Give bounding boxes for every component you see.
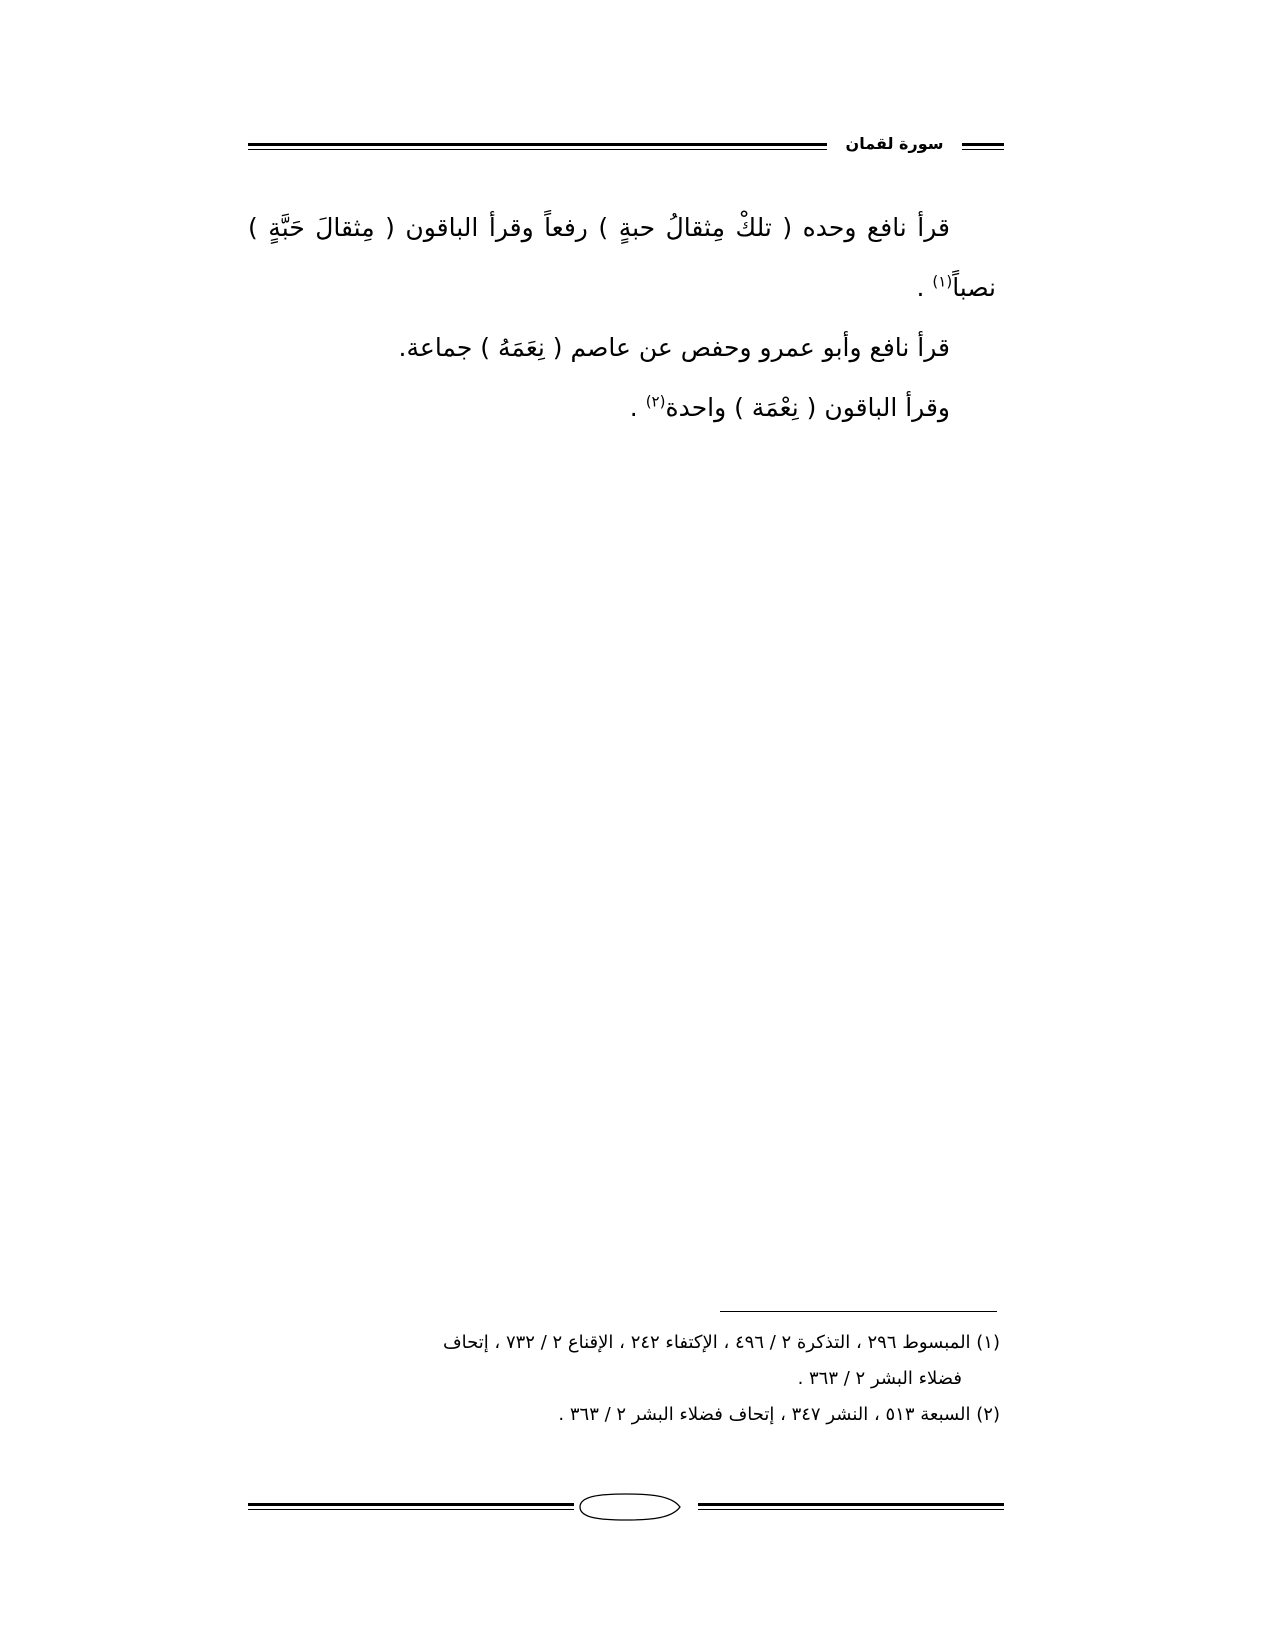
page-footer-ornament xyxy=(248,1492,1004,1522)
footer-rule-left xyxy=(248,1503,574,1510)
footer-rule-right xyxy=(698,1503,1004,1510)
footnote-1-line-2: فضلاء البشر ٢ / ٣٦٣ . xyxy=(797,1368,962,1389)
paragraph-1-end: . xyxy=(916,273,933,302)
header-rule-right xyxy=(962,143,1004,150)
surah-title: سورة لقمان xyxy=(845,134,944,153)
footnote-ref-2[interactable]: (٢) xyxy=(645,392,666,411)
paragraph-3-end: . xyxy=(629,393,646,422)
footnote-1-line-1: (١) المبسوط ٢٩٦ ، التذكرة ٢ / ٤٩٦ ، الإكتفاء ٢٤٢ ، الإقناع ٢ / ٧٣٢ ، إتحاف xyxy=(442,1332,1000,1353)
paragraph-3-text: وقرأ الباقون ( نِعْمَة ) واحدة xyxy=(665,393,950,422)
footnote-separator xyxy=(720,1311,997,1312)
footnote-ref-1[interactable]: (١) xyxy=(932,272,953,291)
footnote-1 xyxy=(248,1325,1000,1397)
footnote-2-text: (٢) السبعة ٥١٣ ، النشر ٣٤٧ ، إتحاف فضلاء البشر ٢ / ٣٦٣ . xyxy=(558,1404,1000,1425)
main-text xyxy=(248,198,996,438)
paragraph-1-text: قرأ نافع وحده ( تلكْ مِثقالُ حبةٍ ) رفعاً وقرأ الباقون ( مِثقالَ حَبَّةٍ ) نصباً xyxy=(248,213,996,302)
header-rule-left xyxy=(248,143,827,150)
running-header xyxy=(248,136,1004,160)
footnotes xyxy=(248,1325,1000,1433)
paragraph-2-text: قرأ نافع وأبو عمرو وحفص عن عاصم ( نِعَمَهُ ) جماعة. xyxy=(398,333,950,362)
paragraph-3 xyxy=(248,378,996,438)
page-number-frame xyxy=(570,1492,682,1522)
paragraph-1 xyxy=(248,198,996,318)
paragraph-2 xyxy=(248,318,996,378)
footnote-2 xyxy=(248,1397,1000,1433)
